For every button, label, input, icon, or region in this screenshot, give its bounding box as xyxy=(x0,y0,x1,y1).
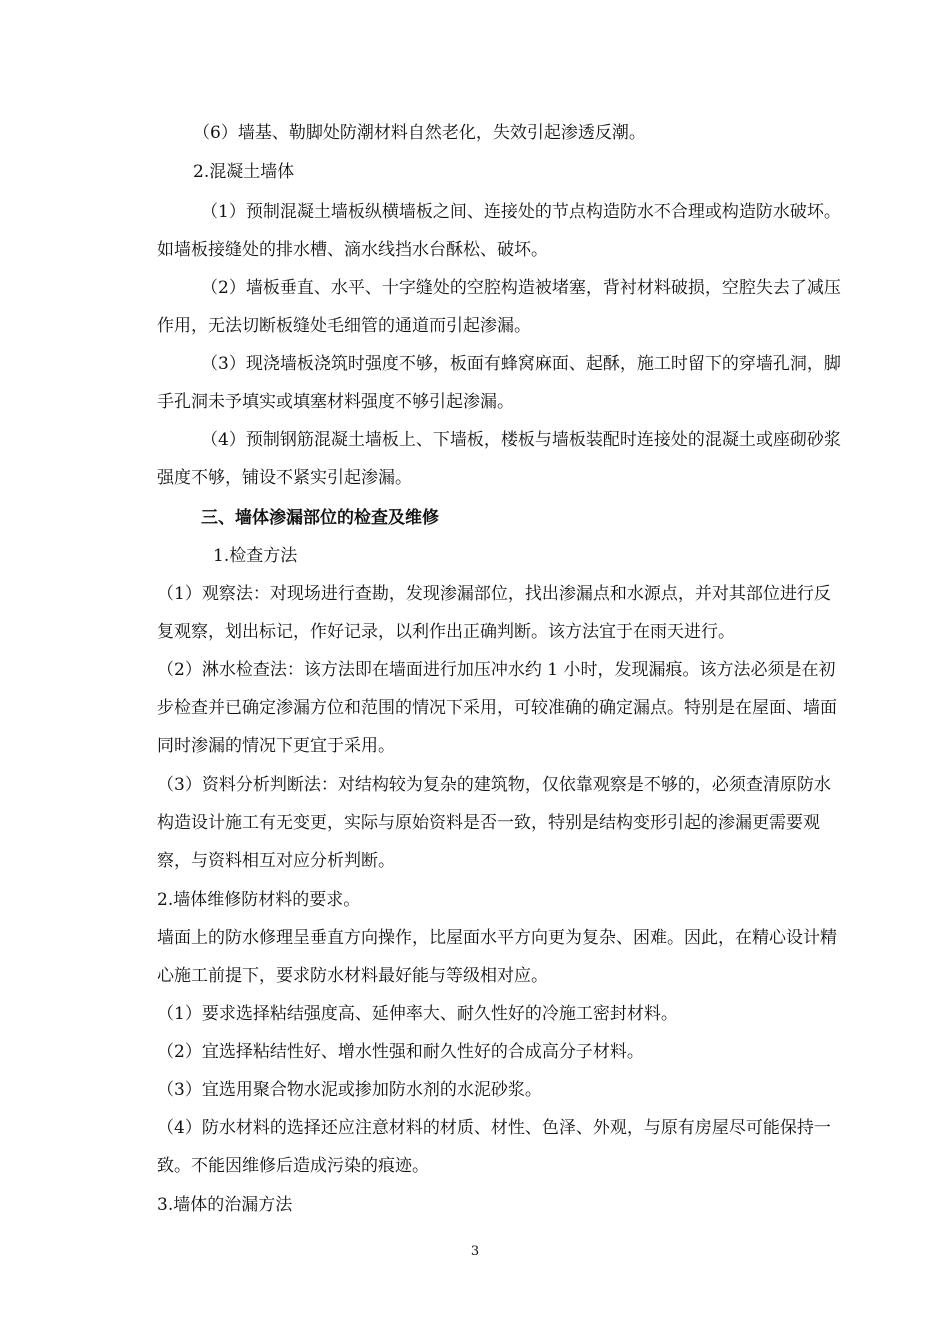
heading-leak-repair-method: 3.墙体的治漏方法 xyxy=(157,1195,293,1215)
paragraph-material-1: （1）要求选择粘结强度高、延伸率大、耐久性好的冷施工密封材料。 xyxy=(157,1004,678,1024)
paragraph-concrete-1: （1）预制混凝土墙板纵横墙板之间、连接处的节点构造防水不合理或构造防水破坏。如墙板接缝处的排水槽、滴水线挡水台酥松、破坏。 xyxy=(157,202,841,260)
paragraph-material-intro: 墙面上的防水修理呈垂直方向操作，比屋面水平方向更为复杂、困难。因此，在精心设计精心施工前提下，要求防水材料最好能与等级相对应。 xyxy=(157,928,837,986)
heading-inspection-method: 1.检查方法 xyxy=(213,546,298,566)
paragraph-concrete-4: （4）预制钢筋混凝土墙板上、下墙板，楼板与墙板装配时连接处的混凝土或座砌砂浆强度不够，铺设不紧实引起渗漏。 xyxy=(157,430,841,488)
paragraph-material-4: （4）防水材料的选择还应注意材料的材质、材性、色泽、外观，与原有房屋尽可能保持一致。不能因维修后造成污染的痕迹。 xyxy=(157,1118,831,1176)
paragraph-water-spray-method: （2）淋水检查法：该方法即在墙面进行加压冲水约 1 小时，发现漏痕。该方法必须是在初步检查并已确定渗漏方位和范围的情况下采用，可较准确的确定漏点。特别是在屋面、墙面同时渗漏的情况下更宜于采用。 xyxy=(157,660,837,756)
paragraph-data-analysis-method: （3）资料分析判断法：对结构较为复杂的建筑物，仅依靠观察是不够的，必须查清原防水构造设计施工有无变更，实际与原始资料是否一致，特别是结构变形引起的渗漏更需要观察，与资料相互对应分析判断。 xyxy=(157,775,831,871)
heading-concrete-wall: 2.混凝土墙体 xyxy=(193,162,295,182)
paragraph-concrete-3: （3）现浇墙板浇筑时强度不够，板面有蜂窝麻面、起酥，施工时留下的穿墙孔洞，脚手孔洞未予填实或填塞材料强度不够引起渗漏。 xyxy=(157,354,841,412)
section-heading-inspection-repair: 三、墙体渗漏部位的检查及维修 xyxy=(201,508,439,528)
paragraph-material-2: （2）宜选择粘结性好、增水性强和耐久性好的合成高分子材料。 xyxy=(157,1042,644,1062)
paragraph-concrete-2: （2）墙板垂直、水平、十字缝处的空腔构造被堵塞，背衬材料破损，空腔失去了减压作用，无法切断板缝处毛细管的通道而引起渗漏。 xyxy=(157,278,841,336)
heading-material-requirements: 2.墙体维修防材料的要求。 xyxy=(157,890,361,910)
page-number: 3 xyxy=(470,1244,480,1259)
paragraph-material-3: （3）宜选用聚合物水泥或掺加防水剂的水泥砂浆。 xyxy=(157,1080,542,1100)
paragraph-observation-method: （1）观察法：对现场进行查勘，发现渗漏部位，找出渗漏点和水源点，并对其部位进行反复观察，划出标记，作好记录，以利作出正确判断。该方法宜于在雨天进行。 xyxy=(157,584,831,642)
paragraph-wall-base-aging: （6）墙基、勒脚处防潮材料自然老化，失效引起渗透反潮。 xyxy=(193,123,646,143)
